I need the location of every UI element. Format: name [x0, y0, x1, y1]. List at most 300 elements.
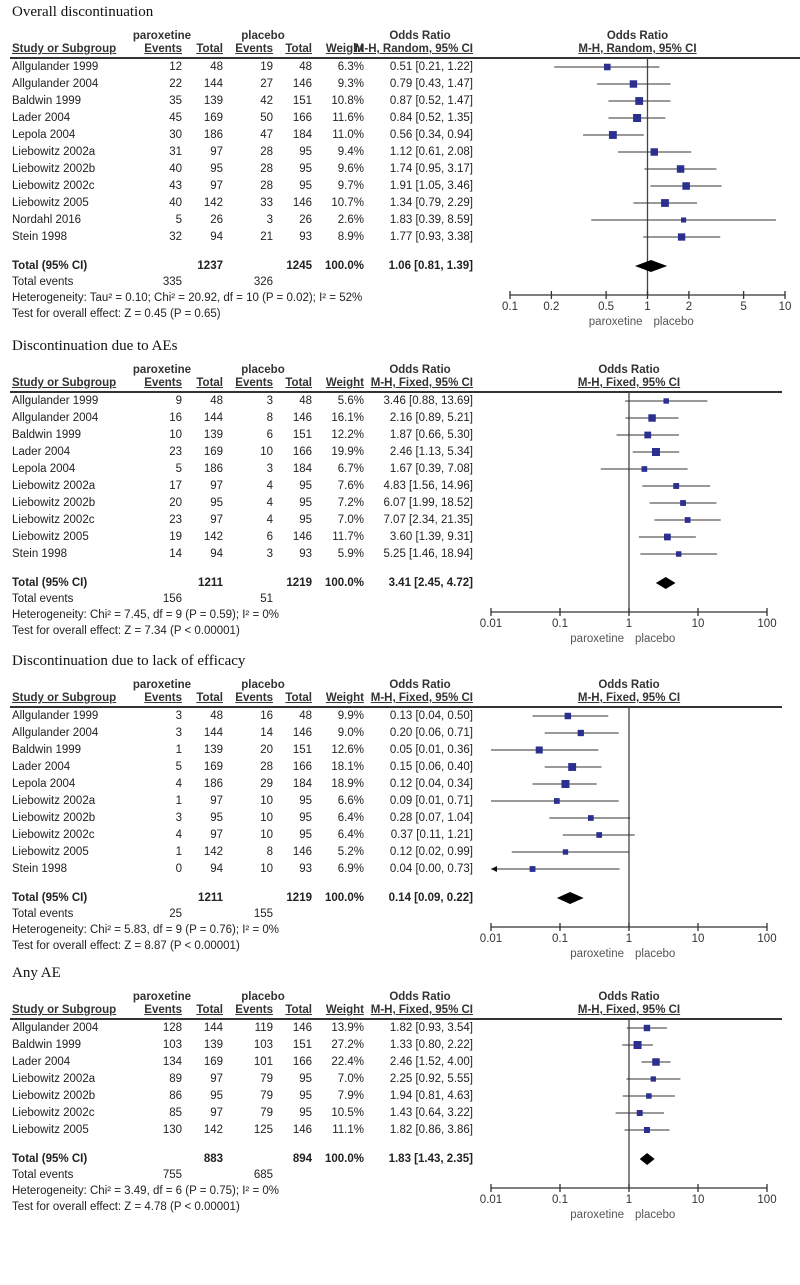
point-estimate-marker: [644, 432, 651, 439]
placebo-total: 146: [292, 412, 312, 424]
placebo-events: 10: [260, 829, 273, 841]
paroxetine-events: 9: [175, 395, 182, 407]
study-column-header: Study or Subgroup: [12, 377, 117, 389]
placebo-total: 146: [292, 197, 312, 209]
placebo-events: 8: [266, 846, 273, 858]
total-weight: 100.0%: [324, 892, 364, 904]
x-tick-label: 10: [778, 301, 792, 313]
paroxetine-events: 22: [169, 78, 182, 90]
paroxetine-total: 97: [210, 795, 223, 807]
total-label: Total (95% CI): [12, 260, 88, 272]
total-placebo-n: 894: [292, 1153, 312, 1165]
study-odds-ratio: 0.12 [0.04, 0.34]: [389, 778, 473, 790]
section-title: Overall discontinuation: [12, 4, 154, 20]
paroxetine-events: 23: [169, 514, 182, 526]
paroxetine-events: 1: [175, 795, 182, 807]
study-weight: 6.3%: [337, 61, 364, 73]
study-name: Allgulander 1999: [12, 710, 99, 722]
paroxetine-total: 48: [210, 395, 223, 407]
heterogeneity-text: Heterogeneity: Chi² = 5.83, df = 9 (P = 0.76); I² = 0%: [12, 924, 279, 936]
total-events-label: Total events: [12, 1169, 74, 1181]
study-odds-ratio: 1.94 [0.81, 4.63]: [389, 1090, 473, 1102]
study-weight: 18.9%: [331, 778, 364, 790]
placebo-events: 119: [254, 1022, 273, 1034]
group2-header: placebo: [241, 991, 285, 1003]
study-weight: 13.9%: [331, 1022, 364, 1034]
study-name: Liebowitz 2005: [12, 531, 89, 543]
plot-method-header: M-H, Fixed, 95% CI: [577, 377, 681, 389]
study-odds-ratio: 1.43 [0.64, 3.22]: [389, 1107, 473, 1119]
study-odds-ratio: 2.25 [0.92, 5.55]: [389, 1073, 473, 1085]
placebo-total: 95: [299, 180, 312, 192]
total1-header: Total: [196, 43, 223, 55]
study-weight: 22.4%: [331, 1056, 364, 1068]
total-events-paroxetine: 335: [162, 276, 182, 288]
odds-ratio-header: Odds Ratio: [389, 364, 451, 376]
point-estimate-marker: [680, 500, 686, 506]
placebo-events: 101: [253, 1056, 273, 1068]
point-estimate-marker: [644, 1127, 650, 1133]
placebo-total: 151: [292, 429, 312, 441]
study-weight: 9.9%: [337, 710, 364, 722]
pooled-estimate-diamond: [557, 892, 584, 904]
pooled-estimate-diamond: [635, 260, 667, 272]
study-name: Liebowitz 2002b: [12, 497, 96, 509]
paroxetine-events: 32: [169, 231, 182, 243]
total1-header: Total: [196, 377, 223, 389]
study-weight: 10.8%: [331, 95, 364, 107]
point-estimate-marker: [677, 165, 685, 173]
study-name: Liebowitz 2002c: [12, 1107, 95, 1119]
study-name: Liebowitz 2002a: [12, 480, 96, 492]
study-weight: 7.9%: [337, 1090, 364, 1102]
paroxetine-total: 139: [203, 429, 223, 441]
study-weight: 7.0%: [337, 514, 364, 526]
events2-header: Events: [235, 43, 273, 55]
placebo-events: 79: [260, 1073, 273, 1085]
study-weight: 10.5%: [331, 1107, 364, 1119]
placebo-events: 42: [260, 95, 273, 107]
paroxetine-events: 134: [162, 1056, 182, 1068]
ci-arrow-left: [491, 866, 497, 872]
study-name: Allgulander 2004: [12, 727, 99, 739]
placebo-events: 33: [260, 197, 273, 209]
favours-paroxetine-label: paroxetine: [588, 316, 643, 328]
placebo-total: 146: [292, 1022, 312, 1034]
method-header: M-H, Fixed, 95% CI: [370, 1004, 473, 1016]
x-tick-label: 10: [691, 1194, 705, 1206]
favours-paroxetine-label: paroxetine: [570, 1209, 624, 1221]
paroxetine-events: 85: [169, 1107, 182, 1119]
placebo-events: 6: [266, 531, 273, 543]
point-estimate-marker: [633, 114, 641, 122]
group2-header: placebo: [241, 30, 285, 42]
study-weight: 6.4%: [337, 829, 364, 841]
plot-method-header: M-H, Fixed, 95% CI: [577, 692, 681, 704]
point-estimate-marker: [648, 414, 655, 421]
total-paroxetine-n: 1211: [198, 577, 223, 589]
plot-method-header: M-H, Random, 95% CI: [578, 43, 697, 55]
paroxetine-total: 97: [210, 1107, 223, 1119]
total-events-paroxetine: 156: [162, 593, 182, 605]
paroxetine-events: 30: [169, 129, 182, 141]
placebo-total: 95: [299, 795, 312, 807]
total-label: Total (95% CI): [12, 892, 88, 904]
study-odds-ratio: 0.20 [0.06, 0.71]: [389, 727, 473, 739]
paroxetine-total: 144: [203, 412, 223, 424]
study-odds-ratio: 1.12 [0.61, 2.08]: [389, 146, 473, 158]
group2-header: placebo: [241, 364, 285, 376]
study-odds-ratio: 0.12 [0.02, 0.99]: [389, 846, 473, 858]
paroxetine-total: 142: [203, 1124, 223, 1136]
plot-odds-ratio-header: Odds Ratio: [598, 991, 660, 1003]
paroxetine-total: 95: [210, 497, 223, 509]
x-tick-label: 0.1: [502, 301, 518, 313]
study-name: Allgulander 2004: [12, 78, 99, 90]
placebo-total: 146: [292, 78, 312, 90]
paroxetine-total: 95: [210, 1090, 223, 1102]
study-name: Allgulander 1999: [12, 395, 99, 407]
study-weight: 9.6%: [337, 163, 364, 175]
study-weight: 27.2%: [331, 1039, 364, 1051]
study-odds-ratio: 5.25 [1.46, 18.94]: [383, 548, 473, 560]
placebo-events: 4: [266, 480, 273, 492]
paroxetine-events: 40: [169, 197, 182, 209]
study-name: Stein 1998: [12, 863, 67, 875]
study-weight: 12.6%: [331, 744, 364, 756]
point-estimate-marker: [634, 1041, 642, 1049]
total-odds-ratio: 3.41 [2.45, 4.72]: [388, 577, 473, 589]
placebo-total: 95: [299, 1073, 312, 1085]
study-name: Allgulander 1999: [12, 61, 99, 73]
placebo-total: 151: [292, 744, 312, 756]
events2-header: Events: [235, 692, 273, 704]
odds-ratio-header: Odds Ratio: [389, 679, 451, 691]
point-estimate-marker: [664, 534, 671, 541]
overall-effect-text: Test for overall effect: Z = 4.78 (P < 0.00001): [12, 1201, 240, 1213]
section-title: Discontinuation due to lack of efficacy: [12, 653, 246, 669]
paroxetine-total: 95: [210, 812, 223, 824]
study-name: Allgulander 2004: [12, 1022, 99, 1034]
paroxetine-total: 94: [210, 548, 223, 560]
study-name: Stein 1998: [12, 548, 67, 560]
x-tick-label: 0.1: [552, 933, 568, 945]
study-column-header: Study or Subgroup: [12, 692, 117, 704]
paroxetine-events: 3: [175, 710, 182, 722]
x-tick-label: 1: [625, 618, 633, 630]
paroxetine-events: 0: [175, 863, 182, 875]
total-events-placebo: 685: [253, 1169, 273, 1181]
study-weight: 10.7%: [331, 197, 364, 209]
placebo-events: 79: [260, 1107, 273, 1119]
placebo-total: 166: [292, 446, 312, 458]
method-header: M-H, Fixed, 95% CI: [370, 692, 473, 704]
placebo-total: 48: [299, 61, 312, 73]
point-estimate-marker: [635, 97, 643, 105]
study-odds-ratio: 0.13 [0.04, 0.50]: [389, 710, 473, 722]
study-weight: 2.6%: [337, 214, 364, 226]
total-events-placebo: 155: [253, 908, 273, 920]
placebo-events: 4: [266, 514, 273, 526]
total-placebo-n: 1219: [286, 892, 312, 904]
paroxetine-total: 142: [203, 846, 223, 858]
x-tick-label: 0.01: [479, 1194, 503, 1206]
paroxetine-total: 48: [210, 710, 223, 722]
x-tick-label: 0.5: [598, 301, 615, 313]
x-tick-label: 0.01: [479, 933, 503, 945]
weight-header: Weight: [325, 377, 364, 389]
total-events-placebo: 51: [260, 593, 273, 605]
study-odds-ratio: 0.09 [0.01, 0.71]: [389, 795, 473, 807]
study-name: Nordahl 2016: [12, 214, 82, 226]
point-estimate-marker: [609, 131, 617, 139]
paroxetine-events: 12: [169, 61, 182, 73]
placebo-total: 146: [292, 846, 312, 858]
study-odds-ratio: 0.79 [0.43, 1.47]: [389, 78, 473, 90]
placebo-events: 3: [266, 214, 273, 226]
study-column-header: Study or Subgroup: [12, 43, 117, 55]
placebo-events: 19: [260, 61, 273, 73]
study-name: Baldwin 1999: [12, 1039, 82, 1051]
study-weight: 11.1%: [332, 1124, 364, 1136]
total-paroxetine-n: 1211: [198, 892, 223, 904]
total-events-label: Total events: [12, 593, 74, 605]
study-weight: 12.2%: [331, 429, 364, 441]
study-weight: 5.2%: [337, 846, 364, 858]
placebo-events: 10: [260, 863, 273, 875]
method-header: M-H, Fixed, 95% CI: [370, 377, 473, 389]
paroxetine-events: 1: [175, 846, 182, 858]
paroxetine-events: 45: [169, 112, 182, 124]
favours-paroxetine-label: paroxetine: [570, 948, 624, 960]
favours-placebo-label: placebo: [635, 633, 676, 645]
x-tick-label: 0.1: [552, 618, 568, 630]
forest-plot: [0, 965, 800, 1285]
total1-header: Total: [196, 692, 223, 704]
total-events-label: Total events: [12, 908, 74, 920]
paroxetine-total: 97: [210, 146, 223, 158]
group1-header: paroxetine: [132, 364, 192, 376]
study-name: Liebowitz 2002a: [12, 1073, 96, 1085]
study-weight: 5.9%: [337, 548, 364, 560]
placebo-total: 184: [292, 129, 312, 141]
placebo-total: 95: [299, 812, 312, 824]
paroxetine-events: 86: [169, 1090, 182, 1102]
placebo-events: 4: [266, 497, 273, 509]
study-weight: 6.4%: [337, 812, 364, 824]
placebo-total: 146: [292, 1124, 312, 1136]
paroxetine-events: 3: [175, 812, 182, 824]
paroxetine-total: 144: [203, 727, 223, 739]
point-estimate-marker: [630, 80, 637, 87]
study-weight: 7.6%: [337, 480, 364, 492]
point-estimate-marker: [530, 866, 536, 872]
heterogeneity-text: Heterogeneity: Chi² = 3.49, df = 6 (P = 0.75); I² = 0%: [12, 1185, 279, 1197]
placebo-total: 166: [292, 1056, 312, 1068]
x-tick-label: 5: [740, 301, 747, 313]
point-estimate-marker: [673, 483, 679, 489]
total-paroxetine-n: 1237: [197, 260, 223, 272]
paroxetine-total: 169: [203, 1056, 223, 1068]
point-estimate-marker: [651, 1076, 656, 1081]
favours-placebo-label: placebo: [635, 948, 676, 960]
placebo-total: 95: [299, 514, 312, 526]
paroxetine-total: 142: [203, 197, 223, 209]
paroxetine-events: 103: [162, 1039, 182, 1051]
events1-header: Events: [144, 692, 182, 704]
weight-header: Weight: [325, 1004, 364, 1016]
paroxetine-total: 97: [210, 480, 223, 492]
total2-header: Total: [285, 377, 312, 389]
study-name: Baldwin 1999: [12, 744, 82, 756]
study-weight: 9.4%: [337, 146, 364, 158]
placebo-total: 48: [299, 395, 312, 407]
x-tick-label: 10: [691, 933, 705, 945]
events2-header: Events: [235, 1004, 273, 1016]
placebo-total: 184: [292, 463, 312, 475]
paroxetine-events: 31: [169, 146, 182, 158]
point-estimate-marker: [565, 713, 571, 719]
paroxetine-events: 35: [169, 95, 182, 107]
paroxetine-total: 97: [210, 180, 223, 192]
placebo-total: 95: [299, 497, 312, 509]
placebo-events: 29: [260, 778, 273, 790]
study-name: Liebowitz 2005: [12, 846, 89, 858]
study-weight: 16.1%: [331, 412, 364, 424]
point-estimate-marker: [596, 832, 602, 838]
weight-header: Weight: [325, 43, 364, 55]
total-events-paroxetine: 25: [169, 908, 182, 920]
total-placebo-n: 1245: [286, 260, 312, 272]
paroxetine-events: 1: [175, 744, 182, 756]
section-title: Discontinuation due to AEs: [12, 338, 178, 354]
placebo-events: 125: [253, 1124, 273, 1136]
paroxetine-events: 23: [169, 446, 182, 458]
paroxetine-total: 139: [203, 1039, 223, 1051]
placebo-events: 20: [260, 744, 273, 756]
study-name: Stein 1998: [12, 231, 67, 243]
study-weight: 6.7%: [337, 463, 364, 475]
total-label: Total (95% CI): [12, 1153, 88, 1165]
placebo-events: 79: [260, 1090, 273, 1102]
x-tick-label: 0.1: [552, 1194, 568, 1206]
placebo-total: 95: [299, 163, 312, 175]
total-placebo-n: 1219: [286, 577, 312, 589]
paroxetine-total: 186: [203, 463, 223, 475]
point-estimate-marker: [651, 148, 658, 155]
point-estimate-marker: [563, 849, 568, 854]
placebo-events: 28: [260, 146, 273, 158]
point-estimate-marker: [554, 798, 560, 804]
study-name: Liebowitz 2002b: [12, 163, 96, 175]
favours-placebo-label: placebo: [635, 1209, 676, 1221]
paroxetine-total: 26: [210, 214, 223, 226]
placebo-total: 184: [292, 778, 312, 790]
placebo-total: 93: [299, 863, 312, 875]
study-odds-ratio: 0.51 [0.21, 1.22]: [389, 61, 473, 73]
placebo-total: 95: [299, 480, 312, 492]
x-tick-label: 0.01: [479, 618, 503, 630]
placebo-total: 26: [299, 214, 312, 226]
study-name: Lepola 2004: [12, 129, 76, 141]
total-events-placebo: 326: [253, 276, 273, 288]
study-odds-ratio: 1.77 [0.93, 3.38]: [389, 231, 473, 243]
pooled-estimate-diamond: [656, 577, 676, 589]
placebo-total: 151: [292, 95, 312, 107]
point-estimate-marker: [568, 763, 576, 771]
study-odds-ratio: 3.60 [1.39, 9.31]: [389, 531, 473, 543]
point-estimate-marker: [652, 1058, 659, 1065]
placebo-total: 146: [292, 727, 312, 739]
total-weight: 100.0%: [324, 577, 364, 589]
point-estimate-marker: [681, 217, 686, 222]
study-odds-ratio: 0.87 [0.52, 1.47]: [389, 95, 473, 107]
study-weight: 9.0%: [337, 727, 364, 739]
x-tick-label: 1: [625, 933, 633, 945]
paroxetine-total: 186: [203, 129, 223, 141]
placebo-events: 10: [260, 812, 273, 824]
paroxetine-total: 144: [203, 1022, 223, 1034]
placebo-total: 166: [292, 112, 312, 124]
study-odds-ratio: 3.46 [0.88, 13.69]: [383, 395, 473, 407]
paroxetine-events: 5: [175, 761, 182, 773]
point-estimate-marker: [561, 780, 569, 788]
paroxetine-events: 128: [162, 1022, 182, 1034]
point-estimate-marker: [682, 182, 690, 190]
forest-plot: [0, 653, 800, 973]
placebo-total: 166: [292, 761, 312, 773]
paroxetine-total: 95: [210, 163, 223, 175]
study-name: Lepola 2004: [12, 778, 76, 790]
study-weight: 18.1%: [331, 761, 364, 773]
study-odds-ratio: 0.15 [0.06, 0.40]: [389, 761, 473, 773]
placebo-events: 103: [253, 1039, 273, 1051]
placebo-total: 95: [299, 829, 312, 841]
study-column-header: Study or Subgroup: [12, 1004, 117, 1016]
plot-odds-ratio-header: Odds Ratio: [606, 30, 669, 42]
x-tick-label: 1: [644, 301, 651, 313]
total2-header: Total: [285, 43, 312, 55]
forest-plot: [0, 338, 800, 658]
events2-header: Events: [235, 377, 273, 389]
placebo-total: 48: [299, 710, 312, 722]
study-odds-ratio: 1.67 [0.39, 7.08]: [389, 463, 473, 475]
paroxetine-total: 169: [203, 112, 223, 124]
point-estimate-marker: [663, 398, 668, 403]
events1-header: Events: [144, 43, 182, 55]
point-estimate-marker: [685, 517, 691, 523]
paroxetine-events: 3: [175, 727, 182, 739]
study-odds-ratio: 1.74 [0.95, 3.17]: [389, 163, 473, 175]
total-events-label: Total events: [12, 276, 74, 288]
study-odds-ratio: 6.07 [1.99, 18.52]: [383, 497, 473, 509]
placebo-total: 95: [299, 146, 312, 158]
heterogeneity-text: Heterogeneity: Chi² = 7.45, df = 9 (P = 0.59); I² = 0%: [12, 609, 279, 621]
point-estimate-marker: [678, 233, 685, 240]
point-estimate-marker: [578, 730, 584, 736]
total-odds-ratio: 0.14 [0.09, 0.22]: [388, 892, 473, 904]
study-weight: 11.0%: [332, 129, 364, 141]
point-estimate-marker: [536, 747, 543, 754]
favours-paroxetine-label: paroxetine: [570, 633, 624, 645]
placebo-events: 50: [260, 112, 273, 124]
total2-header: Total: [285, 1004, 312, 1016]
study-weight: 9.7%: [337, 180, 364, 192]
paroxetine-total: 186: [203, 778, 223, 790]
paroxetine-events: 17: [169, 480, 182, 492]
group1-header: paroxetine: [132, 991, 192, 1003]
study-weight: 11.6%: [332, 112, 364, 124]
